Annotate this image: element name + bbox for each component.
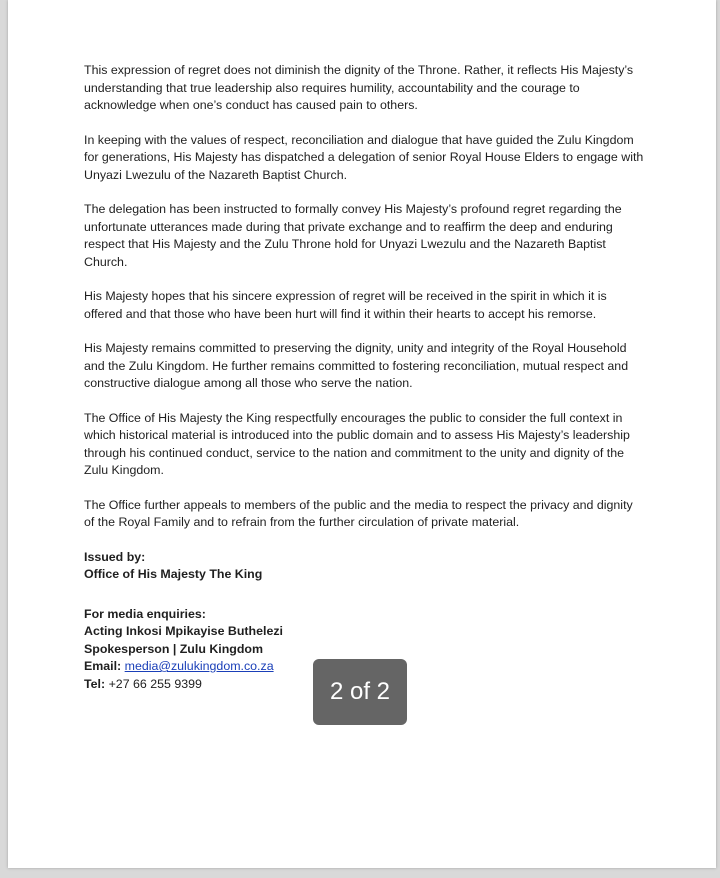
- email-link[interactable]: media@zulukingdom.co.za: [124, 659, 274, 673]
- paragraph-hopes: His Majesty hopes that his sincere expression of regret will be received in the spirit in which it is offered and that those who have been hurt will find it within their hearts to accept his remorse.: [84, 289, 607, 321]
- issuing-office: Office of His Majesty The King: [84, 567, 263, 581]
- issued-by-label: Issued by:: [84, 549, 146, 564]
- page-indicator: 2 of 2: [313, 659, 407, 725]
- issued-by-block: [84, 549, 644, 584]
- document-body: [84, 62, 644, 693]
- paragraph-delegation-instructed: The delegation has been instructed to formally convey His Majesty’s profound regret regarding the unfortunate utterances made during that private exchange and to reaffirm the deep and enduring respect that His Majesty and the Zulu Throne hold for Unyazi Lwezulu and the Nazareth Baptist Church.: [84, 202, 622, 269]
- spokesperson-role: Spokesperson | Zulu Kingdom: [84, 641, 264, 656]
- tel-label: Tel:: [84, 676, 106, 691]
- paragraph-delegation-dispatched: In keeping with the values of respect, reconciliation and dialogue that have guided the Zulu Kingdom for generations, His Majesty has dispatched a delegation of senior Royal House Elders to engage with Unyazi Lwezulu of the Nazareth Baptist Church.: [84, 132, 644, 182]
- paragraph-public-context: The Office of His Majesty the King respectfully encourages the public to consider the full context in which historical material is introduced into the public domain and to assess His Majesty’s leadership through his continued conduct, service to the nation and commitment to the unity and dignity of the Zulu Kingdom.: [84, 410, 630, 477]
- document-page: [8, 0, 716, 868]
- media-enquiries-label: For media enquiries:: [84, 606, 206, 621]
- paragraph-commitment: His Majesty remains committed to preserving the dignity, unity and integrity of the Royal Household and the Zulu Kingdom. He further remains committed to fostering reconciliation, mutual respect and constructive dialogue among all those who serve the nation.: [84, 341, 629, 390]
- email-label: Email:: [84, 659, 122, 673]
- tel-number: +27 66 255 9399: [108, 676, 202, 691]
- spokesperson-name: Acting Inkosi Mpikayise Buthelezi: [84, 624, 283, 638]
- paragraph-regret: This expression of regret does not diminish the dignity of the Throne. Rather, it reflects His Majesty’s understanding that true leadership also requires humility, accountability and the courage to acknowledge when one’s conduct has caused pain to others.: [84, 63, 634, 112]
- paragraph-privacy-appeal: The Office further appeals to members of the public and the media to respect the privacy and dignity of the Royal Family and to refrain from the further circulation of private material.: [84, 497, 633, 529]
